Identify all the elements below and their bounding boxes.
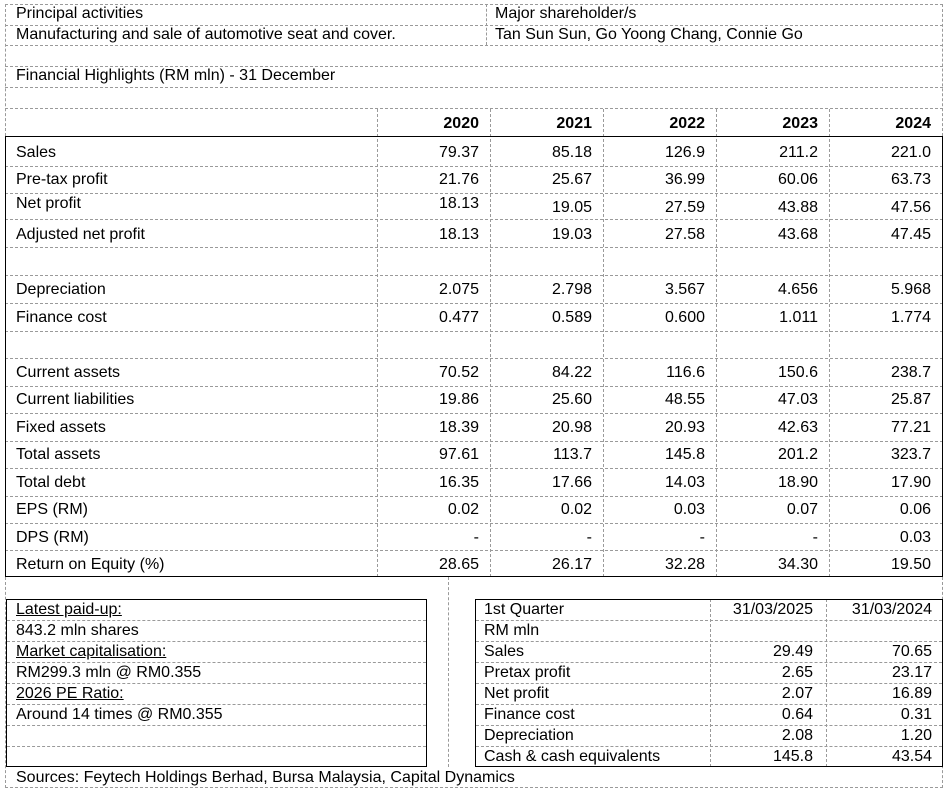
- quarter-row-label: Net profit: [484, 685, 549, 702]
- cell-value: -: [473, 529, 479, 546]
- cell-value: 18.90: [777, 474, 818, 491]
- quarter-value: 23.17: [891, 664, 932, 681]
- cell-value: 0.589: [551, 309, 592, 326]
- cell-value: 18.13: [438, 195, 479, 212]
- major-shareholder-value: Tan Sun Sun, Go Yoong Chang, Connie Go: [495, 26, 803, 43]
- cell-value: 2.798: [551, 281, 592, 298]
- cell-value: 42.63: [777, 419, 818, 436]
- quarter-value: 16.89: [891, 685, 932, 702]
- cell-value: 0.02: [560, 501, 592, 518]
- market-cap-label: Market capitalisation:: [16, 643, 167, 660]
- row-label: Adjusted net profit: [16, 226, 145, 243]
- quarter-row-label: Depreciation: [484, 727, 574, 744]
- cell-value: 126.9: [664, 144, 705, 161]
- year-header: 2020: [443, 115, 479, 132]
- quarter-value: 0.31: [900, 706, 932, 723]
- row-label: Fixed assets: [16, 419, 106, 436]
- quarter-value: 29.49: [772, 643, 813, 660]
- quarter-value: 2.65: [781, 664, 813, 681]
- cell-value: 20.93: [664, 419, 705, 436]
- cell-value: 14.03: [664, 474, 705, 491]
- cell-value: 79.37: [438, 144, 479, 161]
- cell-value: 18.13: [438, 226, 479, 243]
- row-label: Depreciation: [16, 281, 106, 298]
- cell-value: 25.87: [890, 391, 931, 408]
- row-label: Current liabilities: [16, 391, 135, 408]
- cell-value: 84.22: [551, 364, 592, 381]
- cell-value: 113.7: [553, 446, 592, 463]
- row-label: Sales: [16, 144, 57, 161]
- year-header: 2024: [895, 115, 931, 132]
- quarter-col1-header: 31/03/2025: [732, 601, 813, 618]
- row-label: Finance cost: [16, 309, 107, 326]
- pe-ratio-value: Around 14 times @ RM0.355: [16, 706, 223, 723]
- row-label: EPS (RM): [16, 501, 88, 518]
- cell-value: 16.35: [438, 474, 479, 491]
- financial-highlights-title: Financial Highlights (RM mln) - 31 December: [16, 67, 336, 84]
- cell-value: 0.02: [447, 501, 479, 518]
- cell-value: 20.98: [551, 419, 592, 436]
- cell-value: 17.90: [890, 474, 931, 491]
- quarter-col2-header: 31/03/2024: [851, 601, 932, 618]
- quarter-unit: RM mln: [484, 622, 540, 639]
- cell-value: 34.30: [777, 556, 818, 573]
- principal-activities-label: Principal activities: [16, 5, 144, 22]
- cell-value: 25.60: [551, 391, 592, 408]
- cell-value: 19.05: [551, 199, 592, 216]
- cell-value: -: [586, 529, 592, 546]
- paid-up-label: Latest paid-up:: [16, 601, 122, 618]
- cell-value: 47.56: [890, 199, 931, 216]
- quarter-value: 70.65: [891, 643, 932, 660]
- quarter-value: 2.07: [781, 685, 813, 702]
- cell-value: 201.2: [777, 446, 818, 463]
- cell-value: 28.65: [438, 556, 479, 573]
- cell-value: 36.99: [664, 171, 705, 188]
- cell-value: 19.50: [890, 556, 931, 573]
- cell-value: 77.21: [890, 419, 931, 436]
- quarter-value: 43.54: [891, 748, 932, 765]
- cell-value: 27.58: [664, 226, 705, 243]
- row-label: Pre-tax profit: [16, 171, 108, 188]
- market-cap-value: RM299.3 mln @ RM0.355: [16, 664, 202, 681]
- cell-value: 17.66: [551, 474, 592, 491]
- cell-value: -: [699, 529, 705, 546]
- paid-up-value: 843.2 mln shares: [16, 622, 139, 639]
- cell-value: 47.03: [777, 391, 818, 408]
- cell-value: 19.03: [551, 226, 592, 243]
- pe-ratio-label: 2026 PE Ratio:: [16, 685, 124, 702]
- quarter-value: 0.64: [781, 706, 813, 723]
- cell-value: 47.45: [890, 226, 931, 243]
- cell-value: 27.59: [664, 199, 705, 216]
- cell-value: 97.61: [438, 446, 479, 463]
- cell-value: -: [812, 529, 818, 546]
- cell-value: 43.88: [777, 199, 818, 216]
- cell-value: 85.18: [551, 144, 592, 161]
- cell-value: 19.86: [438, 391, 479, 408]
- cell-value: 3.567: [664, 281, 705, 298]
- cell-value: 0.07: [786, 501, 818, 518]
- row-label: Total assets: [16, 446, 101, 463]
- row-label: Return on Equity (%): [16, 556, 165, 573]
- sources-note: Sources: Feytech Holdings Berhad, Bursa Malaysia, Capital Dynamics: [16, 769, 515, 786]
- cell-value: 60.06: [777, 171, 818, 188]
- quarter-row-label: Sales: [484, 643, 525, 660]
- cell-value: 2.075: [438, 281, 479, 298]
- row-label: Net profit: [16, 195, 81, 212]
- quarter-title: 1st Quarter: [484, 601, 565, 618]
- quarter-row-label: Pretax profit: [484, 664, 571, 681]
- cell-value: 1.774: [890, 309, 931, 326]
- cell-value: 0.03: [673, 501, 705, 518]
- cell-value: 221.0: [890, 144, 931, 161]
- row-label: DPS (RM): [16, 529, 89, 546]
- cell-value: 63.73: [890, 171, 931, 188]
- quarter-row-label: Finance cost: [484, 706, 575, 723]
- year-header: 2023: [782, 115, 818, 132]
- major-shareholder-label: Major shareholder/s: [495, 5, 637, 22]
- cell-value: 145.8: [664, 446, 705, 463]
- cell-value: 43.68: [777, 226, 818, 243]
- cell-value: 0.477: [438, 309, 479, 326]
- row-label: Total debt: [16, 474, 86, 491]
- cell-value: 48.55: [664, 391, 705, 408]
- cell-value: 26.17: [551, 556, 592, 573]
- cell-value: 25.67: [551, 171, 592, 188]
- quarter-value: 1.20: [900, 727, 932, 744]
- year-header: 2022: [669, 115, 705, 132]
- cell-value: 0.03: [899, 529, 931, 546]
- cell-value: 0.600: [664, 309, 705, 326]
- cell-value: 1.011: [779, 309, 818, 326]
- cell-value: 238.7: [890, 364, 931, 381]
- quarter-value: 145.8: [772, 748, 813, 765]
- quarter-row-label: Cash & cash equivalents: [484, 748, 661, 765]
- year-header: 2021: [556, 115, 592, 132]
- cell-value: 21.76: [438, 171, 479, 188]
- cell-value: 5.968: [890, 281, 931, 298]
- cell-value: 116.6: [666, 364, 705, 381]
- quarter-value: 2.08: [781, 727, 813, 744]
- cell-value: 0.06: [899, 501, 931, 518]
- cell-value: 18.39: [438, 419, 479, 436]
- row-label: Current assets: [16, 364, 121, 381]
- principal-activities-value: Manufacturing and sale of automotive seat and cover.: [16, 26, 396, 43]
- cell-value: 4.656: [777, 281, 818, 298]
- cell-value: 150.6: [777, 364, 818, 381]
- cell-value: 70.52: [438, 364, 479, 381]
- cell-value: 211.2: [779, 144, 818, 161]
- cell-value: 323.7: [890, 446, 931, 463]
- cell-value: 32.28: [664, 556, 705, 573]
